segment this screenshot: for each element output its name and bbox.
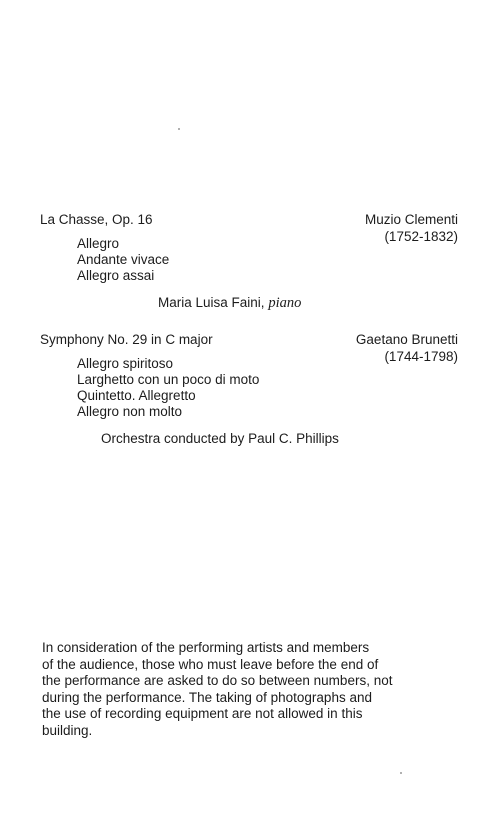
piece-2-title: Symphony No. 29 in C major: [40, 332, 213, 347]
movement: Andante vivace: [77, 252, 170, 267]
movement: Allegro: [77, 236, 120, 251]
piece-2-performer: Orchestra conducted by Paul C. Phillips: [101, 431, 339, 446]
piece-1-title: La Chasse, Op. 16: [40, 212, 153, 227]
performer-role: piano: [268, 295, 302, 311]
movement: Larghetto con un poco di moto: [77, 372, 260, 387]
scan-speck: [400, 772, 402, 774]
movement: Quintetto. Allegretto: [77, 388, 196, 403]
piece-2-composer-dates: (1744-1798): [384, 349, 458, 364]
piece-1-performer: [158, 295, 301, 311]
piece-1-movements: [77, 236, 169, 284]
movement: Allegro assai: [77, 268, 155, 283]
piece-1-composer-dates: (1752-1832): [384, 229, 458, 244]
performer-name: Maria Luisa Faini,: [158, 295, 265, 310]
piece-2-movements: [77, 356, 259, 420]
scan-speck: [178, 128, 180, 130]
movement: Allegro non molto: [77, 404, 183, 419]
piece-2-composer: Gaetano Brunetti: [355, 332, 458, 347]
piece-1-composer: Muzio Clementi: [364, 212, 458, 227]
audience-notice: In consideration of the performing artists and members of the audience, those who must leave before the end of the performance are asked to do so between numbers, not during the performance. The taking of photographs and the use of recording equipment are not allowed in this building.: [42, 640, 393, 738]
movement: Allegro spiritoso: [77, 356, 174, 371]
